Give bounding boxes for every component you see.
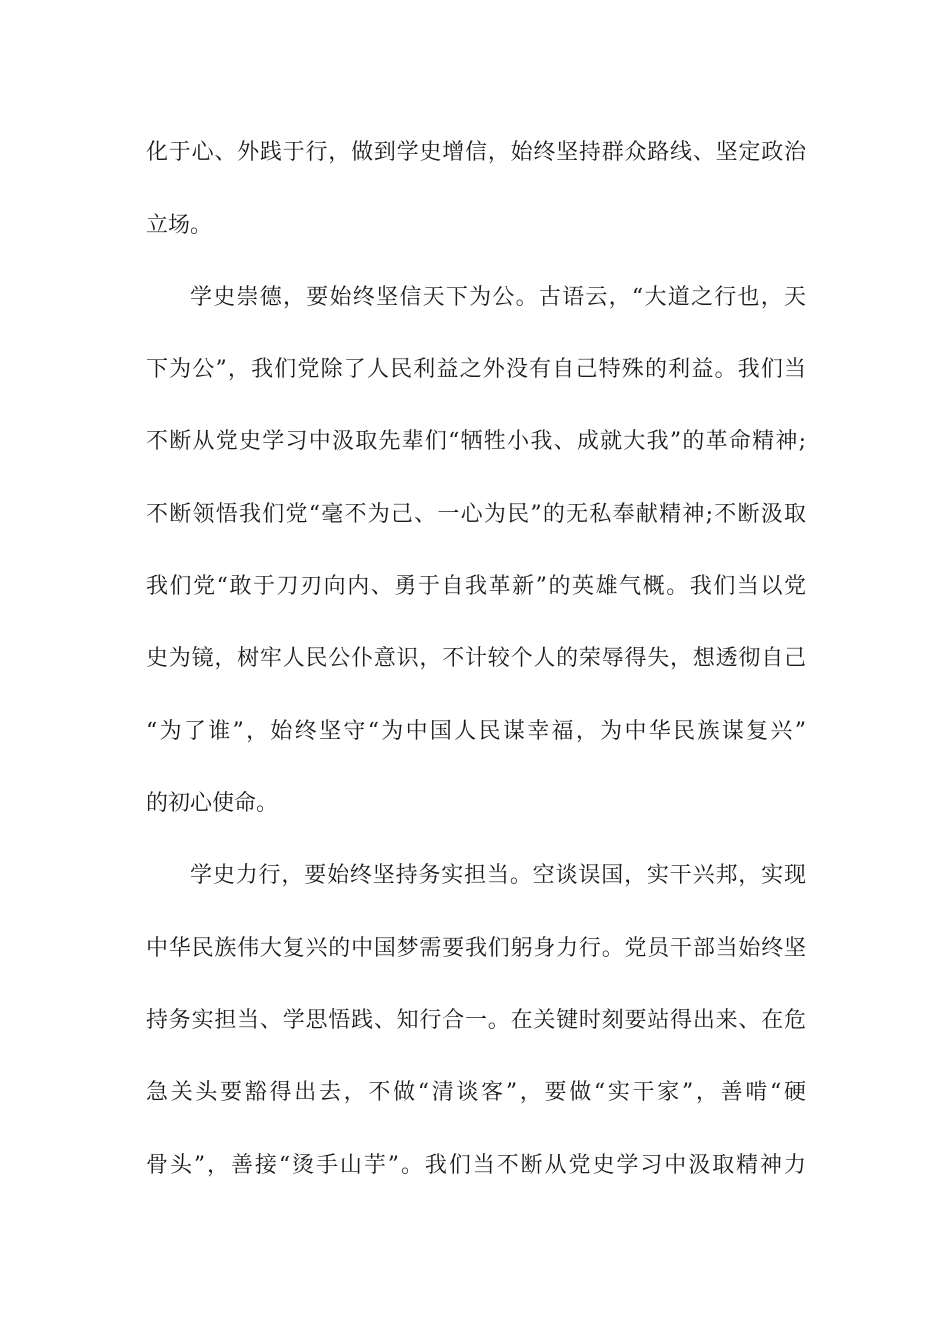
text-line: 骨头”，善接“烫手山芋”。我们当不断从党史学习中汲取精神力 — [146, 1153, 806, 1178]
text-line: 持务实担当、学思悟践、知行合一。在关键时刻要站得出来、在危 — [146, 1008, 806, 1033]
text-line: 我们党“敢于刀刃向内、勇于自我革新”的英雄气概。我们当以党 — [146, 574, 806, 599]
text-line: “为了谁”，始终坚守“为中国人民谋幸福，为中华民族谋复兴” — [146, 719, 806, 744]
text-line: 学史崇德，要始终坚信天下为公。古语云，“大道之行也，天 — [190, 285, 806, 310]
text-line: 中华民族伟大复兴的中国梦需要我们躬身力行。党员干部当始终坚 — [146, 936, 806, 961]
text-line: 下为公”，我们党除了人民利益之外没有自己特殊的利益。我们当 — [146, 357, 806, 382]
text-line: 不断从党史学习中汲取先辈们“牺牲小我、成就大我”的革命精神; — [146, 429, 806, 454]
text-line: 立场。 — [146, 213, 213, 238]
text-line: 学史力行，要始终坚持务实担当。空谈误国，实干兴邦，实现 — [190, 863, 806, 888]
text-line: 史为镜，树牢人民公仆意识，不计较个人的荣辱得失，想透彻自己 — [146, 646, 806, 671]
text-line: 的初心使命。 — [146, 791, 279, 816]
text-line: 不断领悟我们党“毫不为己、一心为民”的无私奉献精神;不断汲取 — [146, 502, 806, 527]
text-line: 急关头要豁得出去，不做“清谈客”，要做“实干家”，善啃“硬 — [146, 1080, 806, 1105]
text-line: 化于心、外践于行，做到学史增信，始终坚持群众路线、坚定政治 — [146, 140, 806, 165]
